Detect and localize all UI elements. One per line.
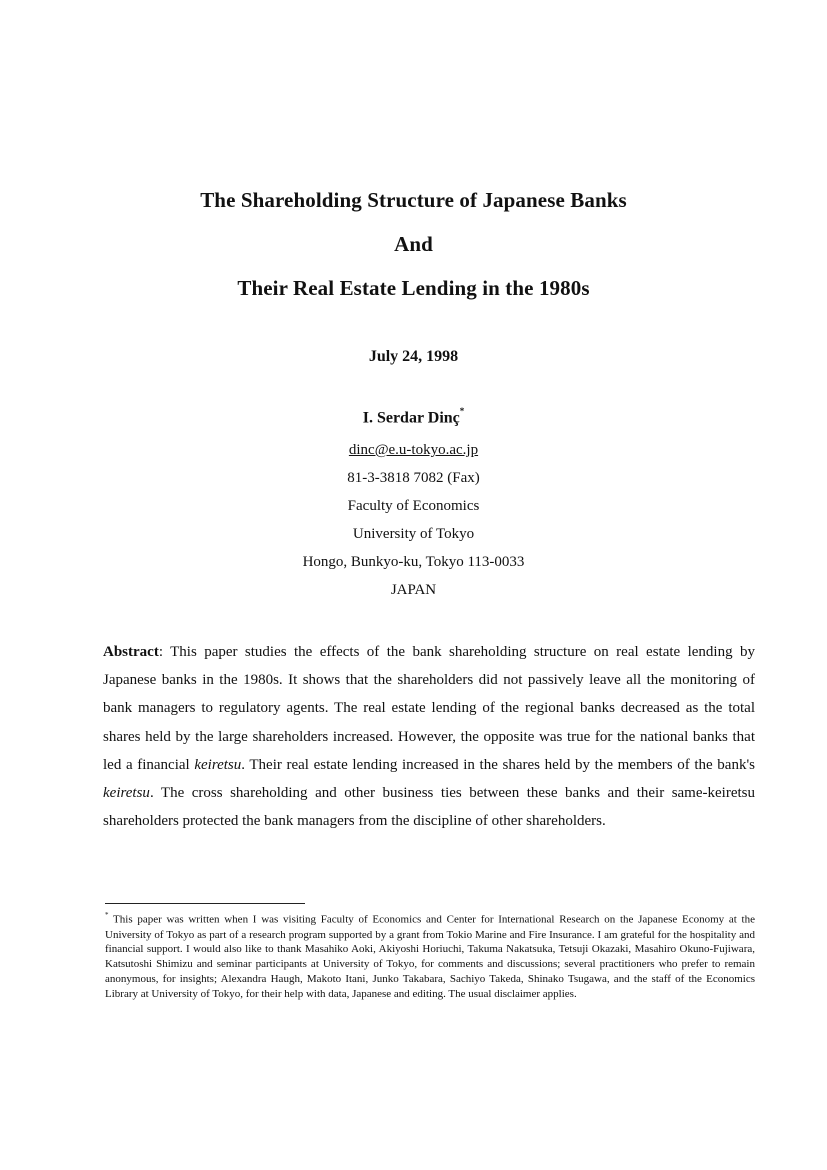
title-line-1: The Shareholding Structure of Japanese Banks	[200, 188, 627, 212]
abstract-paragraph	[103, 638, 755, 835]
author-email-line	[0, 442, 827, 459]
footnote-mark: *	[105, 911, 109, 919]
footnote	[105, 909, 755, 1002]
abstract-keiretsu-2: keiretsu	[103, 785, 150, 802]
author-email-link[interactable]: dinc@e.u-tokyo.ac.jp	[348, 442, 479, 458]
abstract-text-1: : This paper studies the effects of the bank shareholding structure on real estate lending by Japanese banks in the 1980s. It shows that the shareholders did not passively leave all the monitoring of bank managers to regulatory agents. The real estate lending of the regional banks decreased as the total shares held by the large shareholders increased. However, the opposite was true for the national banks that led a financial	[103, 644, 755, 773]
footnote-divider	[105, 903, 305, 904]
abstract-label: Abstract	[103, 644, 159, 660]
author-university: University of Tokyo	[352, 526, 475, 542]
abstract-text-3: . The cross shareholding and other business ties between these banks and their same-keiretsu shareholders protected the bank managers from the discipline of other shareholders.	[103, 785, 755, 830]
title-line-3: Their Real Estate Lending in the 1980s	[237, 276, 590, 300]
author-department: Faculty of Economics	[347, 498, 480, 514]
author-name-block	[0, 408, 827, 427]
title-line-2: And	[394, 232, 433, 256]
author-name: I. Serdar Dinç	[362, 409, 460, 427]
abstract-text-2: . Their real estate lending increased in the shares held by the members of the bank's	[241, 756, 755, 773]
paper-date: July 24, 1998	[368, 348, 459, 365]
abstract-keiretsu-1: keiretsu	[194, 756, 242, 773]
author-footnote-mark: *	[459, 406, 465, 416]
author-country: JAPAN	[390, 582, 437, 598]
author-address: Hongo, Bunkyo-ku, Tokyo 113-0033	[302, 554, 525, 570]
author-fax: 81-3-3818 7082 (Fax)	[347, 470, 480, 486]
footnote-text: This paper was written when I was visiting Faculty of Economics and Center for International Research on the Japanese Economy at the University of Tokyo as part of a research program supported by a grant from Tokio Marine and Fire Insurance. I am grateful for the hospitality and financial support. I would also like to thank Masahiko Aoki, Akiyoshi Horiuchi, Takuma Nakatsuka, Tetsuji Okazaki, Masahiro Okuno-Fujiwara, Katsutoshi Shimizu and seminar participants at University of Tokyo, for comments and discussions; several practitioners who prefer to remain anonymous, for insights; Alexandra Haugh, Makoto Itani, Junko Takabara, Sachiyo Takeda, Shinako Tsugawa, and the staff of the Economics Library at University of Tokyo, for their help with data, Japanese and editing. The usual disclaimer applies.	[105, 913, 755, 1001]
